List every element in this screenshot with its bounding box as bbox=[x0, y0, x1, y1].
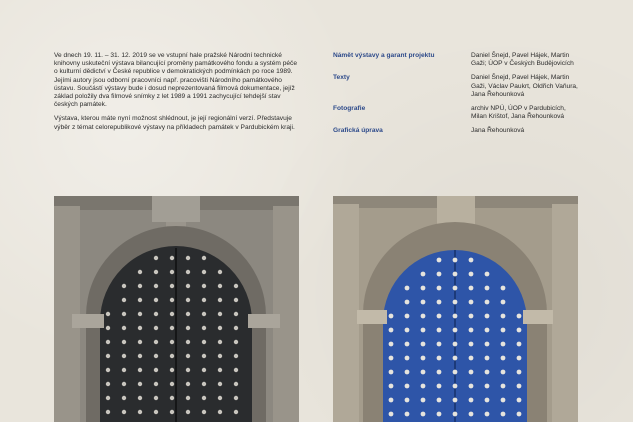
credit-value: Jana Řehounková bbox=[471, 127, 525, 135]
credit-value: Daniel Šnejd, Pavel Hájek, Martin Gaži, Václav Paukrt, Oldřich Vaňura, Jana Řehounková bbox=[471, 74, 578, 98]
credit-label: Fotografie bbox=[333, 105, 366, 113]
credit-label: Námět výstavy a garant projektu bbox=[333, 52, 435, 59]
credit-row-texts bbox=[333, 74, 583, 99]
credits-list bbox=[333, 52, 583, 142]
intro-paragraph-2: Výstava, kterou máte nyní možnost shlédnout, je její regionální verzí. Představuje výběr z témat celorepublikové výstavy na příkladech památek v Pardubickém kraji. bbox=[54, 115, 295, 131]
credit-row-photos bbox=[333, 105, 583, 121]
credit-value: archiv NPÚ, ÚOP v Pardubicích, Milan Krištof, Jana Řehounková bbox=[471, 105, 566, 121]
credit-row-design bbox=[333, 127, 583, 135]
credit-row-concept bbox=[333, 52, 583, 68]
credit-label: Texty bbox=[333, 74, 350, 82]
credit-label: Grafická úprava bbox=[333, 127, 383, 135]
intro-paragraph-1: Ve dnech 19. 11. – 31. 12. 2019 se ve vstupní hale pražské Národní technické knihovny uskuteční výstava bilancující proměny památkového fondu a systém péče o kulturní dědictví v České republice v demokratických podmínkách po roce 1989. Jejími autory jsou odborní pracovníci např. pracovišti Národního památkového ústavu. Součástí výstavy bude i dosud neprezentovaná filmová dokumentace, jejíž základ položily dva filmové snímky z let 1989 a 1991 zachycující tehdejší stav českých památek. bbox=[54, 52, 297, 109]
door-illustration-blue bbox=[333, 196, 578, 422]
photo-dark-door bbox=[54, 196, 299, 422]
door-illustration-dark bbox=[54, 196, 299, 422]
credit-value: Daniel Šnejd, Pavel Hájek, Martin Gaži; ÚOP v Českých Budějovicích bbox=[471, 52, 574, 68]
intro-text bbox=[54, 52, 302, 138]
photo-blue-door bbox=[333, 196, 578, 422]
